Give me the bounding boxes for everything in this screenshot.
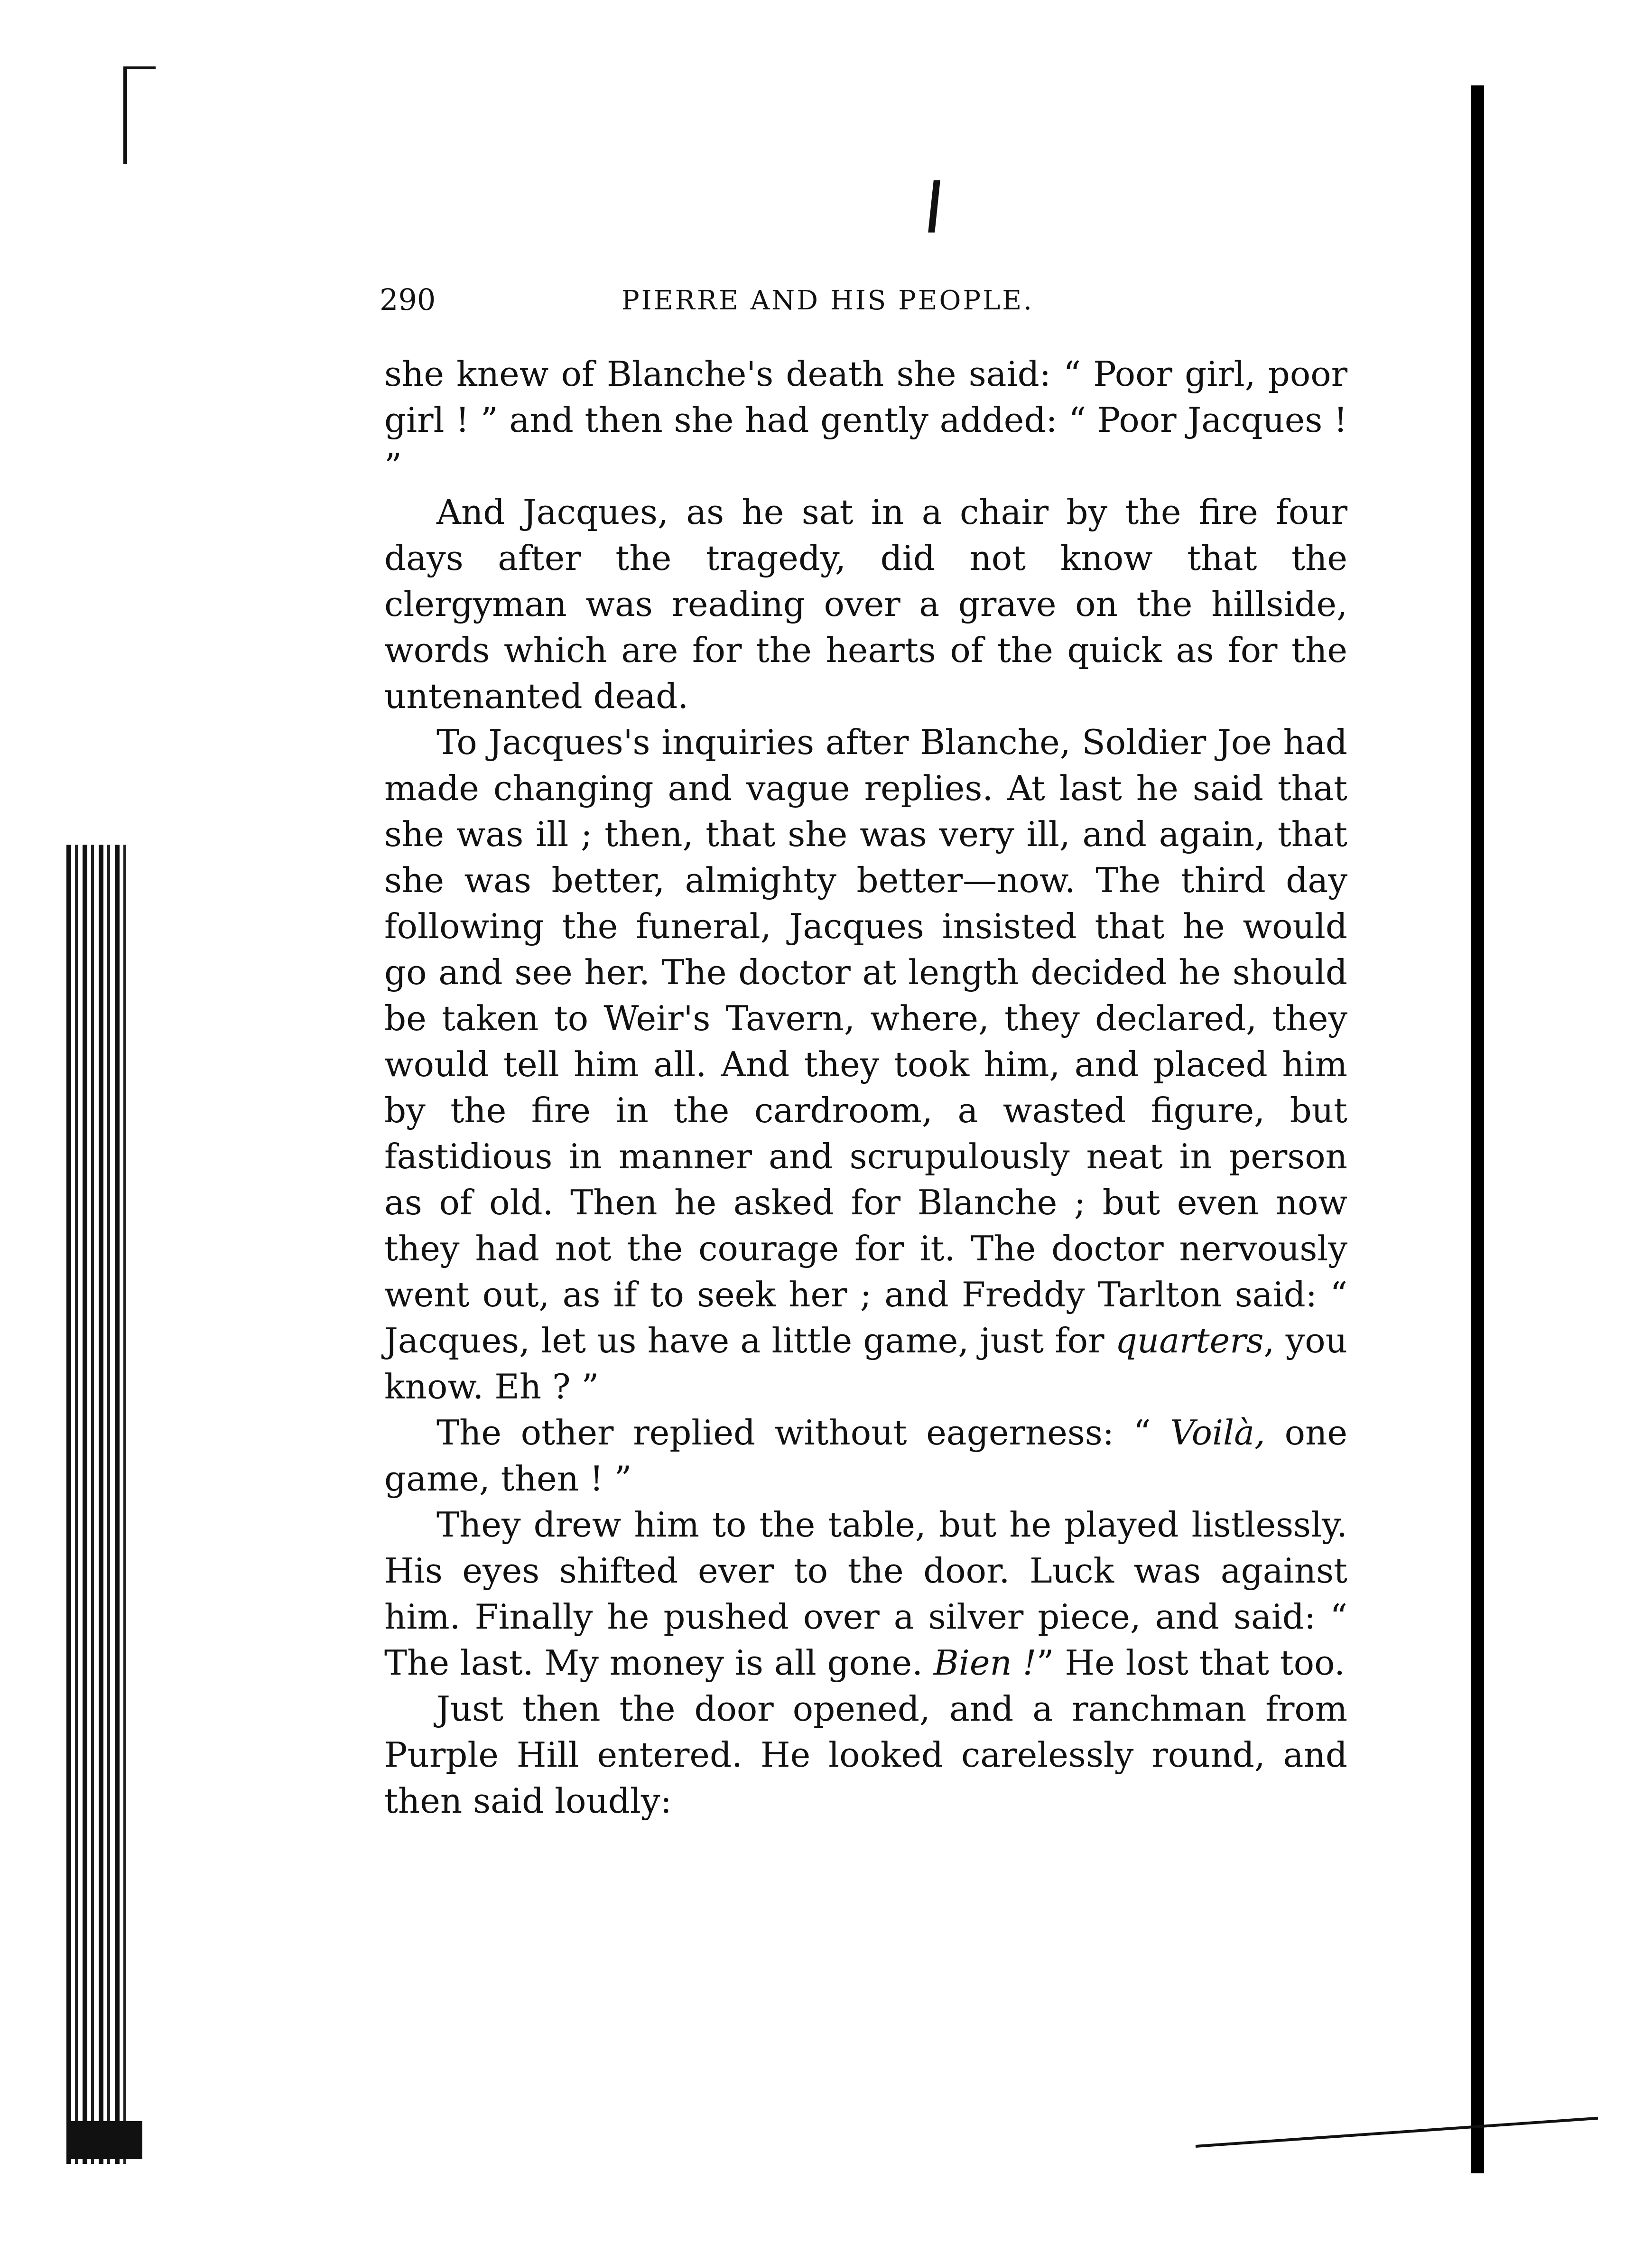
paragraph-3-text: To Jacques's inquiries after Blanche, Soldier Joe had made changing and vague replies. At last he said that she was ill ; then, that she was very ill, and again, that she was better, almighty better—now. The third day following the funeral, Jacques insisted that he would go and see her. The doctor at length decided he should be taken to Weir's Tavern, where, they declared, they would tell him all. And they took him, and placed him by the fire in the cardroom, a wasted figure, but fastidious in manner and scrupulously neat in person as of old. Then he asked for Blanche ; but even now they had not the courage for it. The doctor nervously went out, as if to seek her ; and Freddy Tarlton said: “ Jacques, let us have a little game, just for: [384, 722, 1347, 1360]
paragraph-1: [384, 351, 1347, 489]
paragraph-3-italic: quarters: [1115, 1321, 1264, 1360]
scan-edge-left: [66, 845, 128, 2164]
paragraph-2: [384, 489, 1347, 719]
paragraph-6-text: Just then the door opened, and a ranchman from Purple Hill entered. He looked carelessly round, and then said loudly:: [384, 1689, 1347, 1821]
paragraph-5-italic: Bien !: [933, 1643, 1037, 1683]
body-text: [384, 351, 1347, 1824]
paragraph-5-after: ” He lost that too.: [1036, 1643, 1346, 1683]
paragraph-1-text: she knew of Blanche's death she said: “ Poor girl, poor girl ! ” and then she had gently added: “ Poor Jacques ! ”: [384, 354, 1347, 486]
scan-mark-top: [928, 180, 940, 233]
paragraph-4-after: one game, then ! ”: [384, 1413, 1347, 1499]
paragraph-3: [384, 719, 1347, 1410]
scan-edge-base: [66, 2121, 142, 2159]
paragraph-5-text: They drew him to the table, but he played listlessly. His eyes shifted ever to the door. Luck was against him. Finally he pushed over a silver piece, and said: “ The last. My money is all gone.: [384, 1505, 1347, 1683]
running-title: PIERRE AND HIS PEOPLE.: [622, 285, 1034, 316]
paragraph-2-text: And Jacques, as he sat in a chair by the fire four days after the tragedy, did not know that the clergyman was reading over a grave on the hillside, words which are for the hearts of the quick as for the untenanted dead.: [384, 492, 1347, 716]
page-number: 290: [380, 282, 436, 317]
scan-edge-right: [1471, 85, 1484, 2173]
paragraph-4-italic: Voilà,: [1170, 1413, 1265, 1453]
paragraph-3-after: , you know. Eh ? ”: [384, 1321, 1348, 1407]
paragraph-6: [384, 1686, 1347, 1824]
paragraph-4-before: The other replied without eagerness: “: [436, 1413, 1170, 1453]
scan-mark-top-left: [123, 66, 156, 164]
paragraph-4: [384, 1410, 1347, 1502]
paragraph-5: [384, 1502, 1347, 1686]
scan-line-bottom: [1196, 2117, 1598, 2148]
page-header: [380, 282, 1110, 335]
